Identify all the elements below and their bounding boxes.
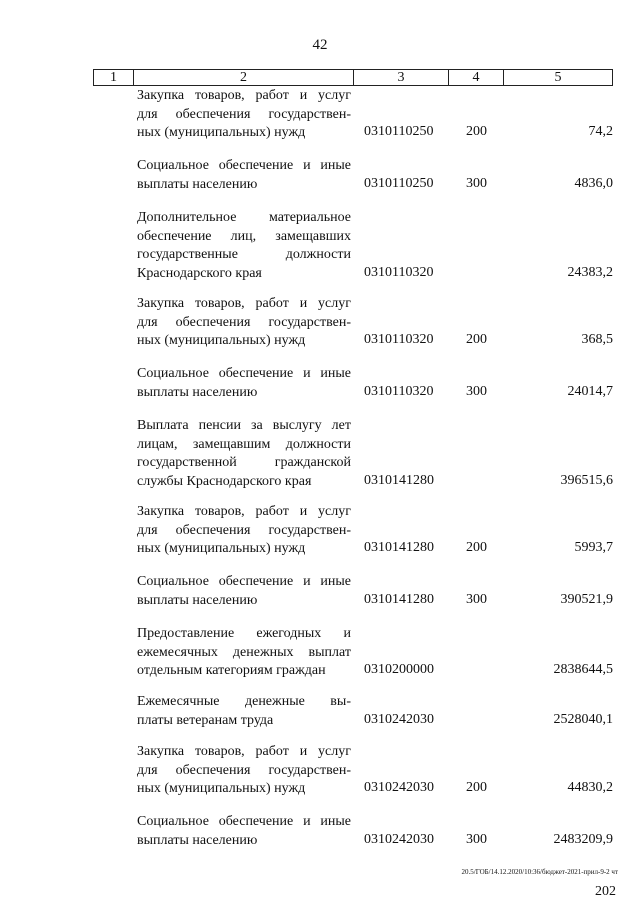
row-code: 0310141280 xyxy=(364,540,434,555)
row-code: 0310110320 xyxy=(364,383,434,399)
row-description xyxy=(137,625,351,681)
description-line: Предоставление ежегодных и xyxy=(137,626,351,641)
description-line: Краснодарского края xyxy=(137,265,262,281)
row-description xyxy=(137,365,351,402)
header-col-4: 4 xyxy=(449,70,504,85)
header-col-3: 3 xyxy=(354,70,449,85)
footer-page-number: 202 xyxy=(595,884,616,899)
description-line: Ежемесячные денежные вы- xyxy=(137,694,351,709)
description-line: Дополнительное материальное xyxy=(137,210,351,225)
description-line: Социальное обеспечение и иные xyxy=(137,158,351,173)
row-description xyxy=(137,573,351,610)
page-number: 42 xyxy=(312,37,328,53)
header-col-1: 1 xyxy=(94,70,134,85)
row-code: 0310110250 xyxy=(364,175,434,191)
row-type: 300 xyxy=(466,383,487,399)
row-amount: 2483209,9 xyxy=(553,831,613,847)
description-line: выплаты населению xyxy=(137,176,258,192)
row-description xyxy=(137,417,351,491)
row-type: 300 xyxy=(466,175,487,191)
row-code: 0310242030 xyxy=(364,711,434,727)
row-code: 0310141280 xyxy=(364,591,434,607)
row-code: 0310110320 xyxy=(364,264,434,280)
row-amount: 5993,7 xyxy=(574,540,613,555)
row-description xyxy=(137,693,351,730)
description-line: для обеспечения государствен- xyxy=(137,106,351,122)
description-line: ежемесячных денежных выплат xyxy=(137,644,351,660)
description-line: Социальное обеспечение и иные xyxy=(137,814,351,829)
description-line: ных (муниципальных) нужд xyxy=(137,125,306,140)
description-line: для обеспечения государствен- xyxy=(137,314,351,330)
description-line: лицам, замещавшим должности xyxy=(137,436,351,452)
row-amount: 24383,2 xyxy=(567,264,613,280)
row-type: 200 xyxy=(466,332,487,347)
row-amount: 368,5 xyxy=(581,332,613,347)
description-line: выплаты населению xyxy=(137,832,258,848)
row-description xyxy=(137,503,351,559)
row-amount: 24014,7 xyxy=(567,383,613,399)
row-code: 0310242030 xyxy=(364,780,434,795)
description-line: ных (муниципальных) нужд xyxy=(137,333,306,348)
row-amount: 74,2 xyxy=(588,124,613,139)
description-line: Социальное обеспечение и иные xyxy=(137,574,351,589)
description-line: ных (муниципальных) нужд xyxy=(137,541,306,556)
row-amount: 4836,0 xyxy=(574,175,613,191)
description-line: государственные должности xyxy=(137,247,351,262)
row-type: 200 xyxy=(466,124,487,139)
description-line: для обеспечения государствен- xyxy=(137,522,351,538)
row-amount: 2838644,5 xyxy=(553,662,613,677)
row-description xyxy=(137,209,351,283)
row-code: 0310200000 xyxy=(364,662,434,677)
header-col-2: 2 xyxy=(134,70,354,85)
description-line: обеспечение лиц, замещавших xyxy=(137,228,351,244)
description-line: государственной гражданской xyxy=(137,455,351,470)
description-line: службы Краснодарского края xyxy=(137,473,312,489)
row-amount: 2528040,1 xyxy=(553,711,613,727)
row-amount: 44830,2 xyxy=(567,780,613,795)
row-description xyxy=(137,743,351,799)
row-description xyxy=(137,87,351,143)
description-line: Закупка товаров, работ и услуг xyxy=(137,88,351,103)
row-amount: 396515,6 xyxy=(560,472,613,488)
description-line: выплаты населению xyxy=(137,592,258,608)
row-type: 200 xyxy=(466,780,487,795)
row-code: 0310141280 xyxy=(364,472,434,488)
row-description xyxy=(137,157,351,194)
row-code: 0310242030 xyxy=(364,831,434,847)
row-type: 200 xyxy=(466,540,487,555)
table-header xyxy=(93,69,613,86)
description-line: Закупка товаров, работ и услуг xyxy=(137,744,351,759)
description-line: Закупка товаров, работ и услуг xyxy=(137,504,351,519)
description-line: отдельным категориям граждан xyxy=(137,663,326,678)
header-col-5: 5 xyxy=(554,70,562,85)
row-amount: 390521,9 xyxy=(560,591,613,607)
description-line: Выплата пенсии за выслугу лет xyxy=(137,418,351,433)
description-line: платы ветеранам труда xyxy=(137,712,274,728)
description-line: Социальное обеспечение и иные xyxy=(137,366,351,381)
row-type: 300 xyxy=(466,831,487,847)
description-line: для обеспечения государствен- xyxy=(137,762,351,778)
row-code: 0310110250 xyxy=(364,124,434,139)
description-line: Закупка товаров, работ и услуг xyxy=(137,296,351,311)
description-line: ных (муниципальных) нужд xyxy=(137,781,306,796)
footer-stamp: 20.5/ГОБ/14.12.2020/10:36/бюджет-2021-прил-9-2 чт xyxy=(461,868,618,876)
row-description xyxy=(137,295,351,351)
description-line: выплаты населению xyxy=(137,384,258,400)
row-description xyxy=(137,813,351,850)
row-code: 0310110320 xyxy=(364,332,434,347)
row-type: 300 xyxy=(466,591,487,607)
